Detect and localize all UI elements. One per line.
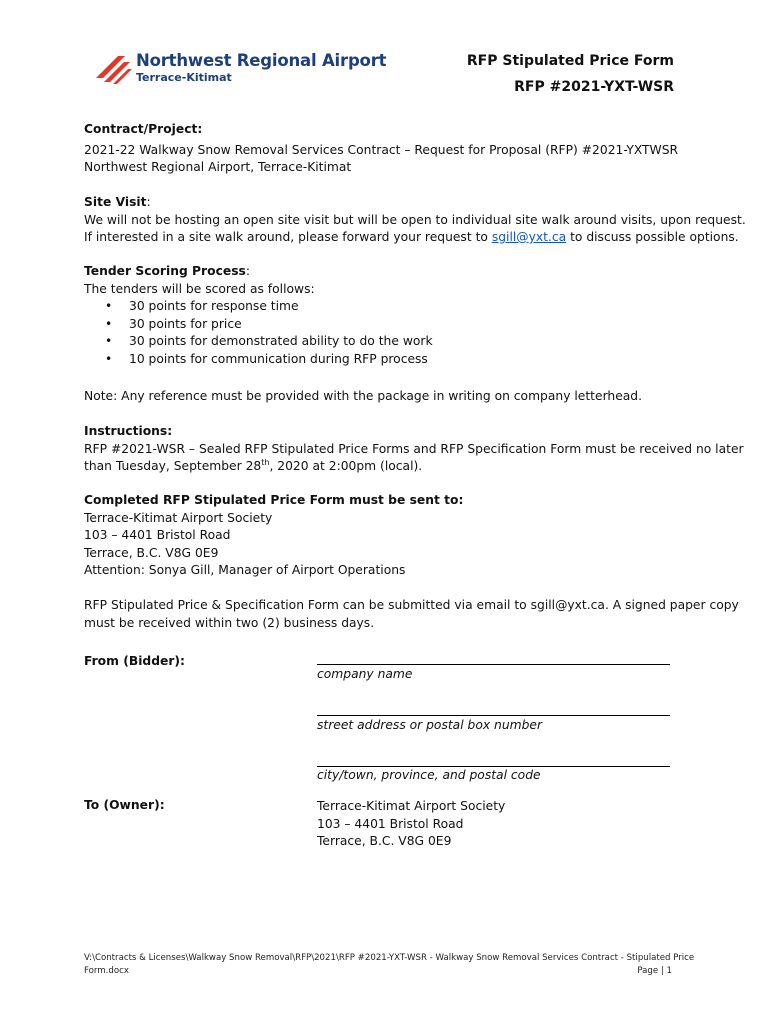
owner-line: Terrace-Kitimat Airport Society [317, 799, 506, 813]
logo-title: Northwest Regional Airport [136, 51, 387, 70]
list-item: • 10 points for communication during RFP process [84, 351, 684, 369]
instructions-section [84, 423, 744, 476]
instructions-line-1: RFP #2021-WSR – Sealed RFP Stipulated Price Forms and RFP Specification Form must be received no later [84, 441, 744, 456]
owner-address [317, 798, 505, 851]
send-to-line: Attention: Sonya Gill, Manager of Airport Operations [84, 563, 406, 577]
street-address-line[interactable] [317, 715, 670, 716]
send-to-heading: Completed RFP Stipulated Price Form must be sent to: [84, 493, 464, 507]
page-number: Page | 1 [637, 966, 672, 976]
contract-section [84, 121, 684, 177]
airport-logo-mark-icon [92, 50, 134, 88]
list-item: • 30 points for response time [84, 298, 684, 316]
contract-heading: Contract/Project: [84, 122, 203, 136]
owner-line: Terrace, B.C. V8G 0E9 [317, 834, 452, 848]
owner-line: 103 – 4401 Bristol Road [317, 816, 464, 831]
site-visit-line-2-post: to discuss possible options. [566, 230, 739, 244]
submission-line-2: must be received within two (2) business days. [84, 615, 375, 630]
list-item: • 30 points for price [84, 316, 684, 334]
site-visit-heading: Site Visit [84, 195, 147, 209]
note: Note: Any reference must be provided with the package in writing on company letterhead. [84, 389, 643, 403]
contract-line-2: Northwest Regional Airport, Terrace-Kitimat [84, 160, 352, 174]
rfp-number: RFP #2021-YXT-WSR [514, 79, 674, 95]
scoring-intro: The tenders will be scored as follows: [84, 281, 315, 296]
instructions-line-2-pre: than Tuesday, September 28 [84, 459, 262, 473]
bidder-label: From (Bidder): [84, 654, 185, 668]
street-address-caption: street address or postal box number [317, 718, 543, 732]
send-to-line: Terrace-Kitimat Airport Society [84, 510, 273, 525]
send-to-section [84, 492, 684, 580]
scoring-list [84, 298, 684, 368]
contract-line-1: 2021-22 Walkway Snow Removal Services Contract – Request for Proposal (RFP) #2021-YXTWSR [84, 142, 679, 157]
form-title: RFP Stipulated Price Form [466, 53, 674, 69]
submission-line-1: RFP Stipulated Price & Specification Form can be submitted via email to sgill@yxt.ca. A signed paper copy [84, 598, 739, 612]
company-name-caption: company name [317, 667, 413, 681]
site-visit-line-1: We will not be hosting an open site visit but will be open to individual site walk around visits, upon request. [84, 212, 746, 227]
site-visit-colon: : [146, 195, 151, 209]
footer [84, 952, 695, 978]
instructions-superscript: th [261, 457, 270, 467]
owner-label: To (Owner): [84, 798, 165, 812]
city-province-line[interactable] [317, 766, 670, 767]
scoring-heading: Tender Scoring Process [84, 264, 246, 278]
submission-section [84, 597, 739, 632]
send-to-line: 103 – 4401 Bristol Road [84, 528, 231, 542]
company-name-line[interactable] [317, 664, 670, 665]
email-link[interactable]: sgill@yxt.ca [491, 230, 567, 244]
site-visit-section [84, 194, 746, 247]
city-province-caption: city/town, province, and postal code [317, 768, 541, 782]
site-visit-line-2-pre: If interested in a site walk around, please forward your request to [84, 230, 492, 244]
instructions-heading: Instructions: [84, 424, 173, 438]
logo-subtitle: Terrace-Kitimat [136, 71, 232, 84]
list-item: • 30 points for demonstrated ability to do the work [84, 333, 684, 351]
footer-path-line-2: Form.docx [84, 966, 129, 976]
instructions-line-2-post: , 2020 at 2:00pm (local). [269, 459, 423, 473]
scoring-section [84, 263, 684, 368]
airport-logo [92, 50, 387, 90]
send-to-line: Terrace, B.C. V8G 0E9 [84, 545, 219, 560]
scoring-colon: : [245, 264, 250, 278]
footer-path-line-1: V:\Contracts & Licenses\Walkway Snow Removal\RFP\2021\RFP #2021-YXT-WSR - Walkway Snow Removal Services Contract - Stipulated Price [84, 953, 695, 963]
